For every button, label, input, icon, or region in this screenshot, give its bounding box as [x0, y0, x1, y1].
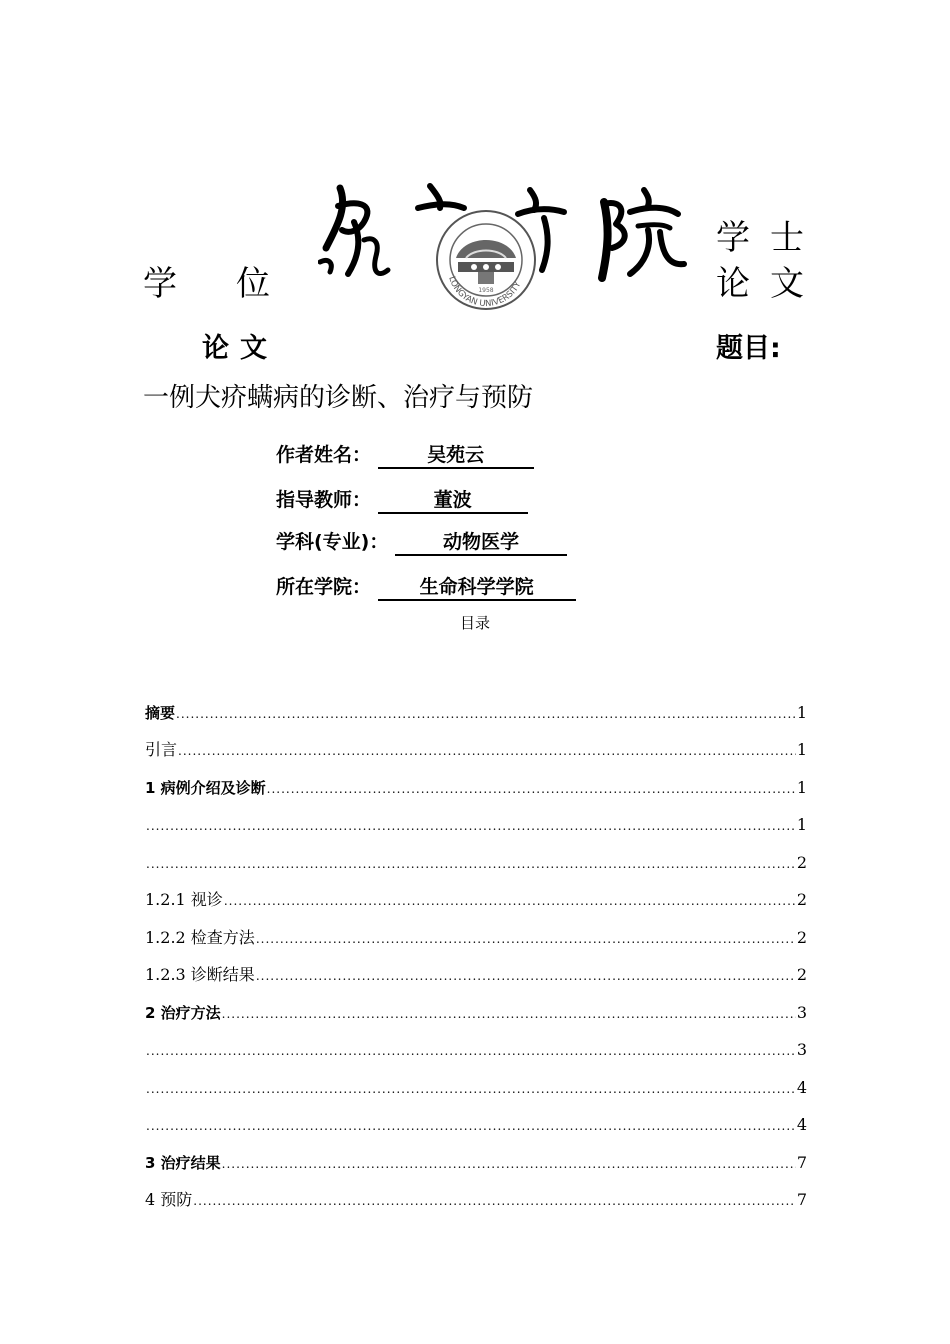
toc-entry-page: 1 — [796, 740, 807, 759]
toc-leader-dots — [224, 894, 796, 908]
table-of-contents — [145, 686, 807, 1211]
major-value: 动物医学 — [395, 530, 567, 556]
degree-label-left-1: 学 — [143, 264, 177, 304]
toc-entry[interactable] — [145, 686, 807, 724]
college-row — [276, 572, 576, 602]
major-label: 学科(专业)： — [276, 531, 389, 553]
degree-label-right-top-1: 学 — [716, 218, 750, 258]
degree-label-left-2: 位 — [236, 264, 270, 304]
toc-entry-page: 1 — [796, 815, 807, 834]
toc-leader-dots — [146, 819, 796, 833]
thesis-label-2: 文 — [240, 333, 267, 364]
toc-leader-dots — [146, 1044, 796, 1058]
toc-leader-dots — [256, 969, 796, 983]
toc-entry[interactable] — [145, 949, 807, 987]
toc-entry-page: 4 — [796, 1077, 807, 1097]
toc-leader-dots — [222, 1157, 796, 1171]
advisor-value: 董波 — [378, 488, 528, 514]
toc-leader-dots — [146, 1082, 796, 1096]
author-row — [276, 440, 534, 470]
major-row — [276, 527, 567, 557]
degree-label-right-bottom-2: 文 — [770, 264, 804, 304]
author-value: 吴苑云 — [378, 443, 534, 469]
toc-entry[interactable] — [145, 1061, 807, 1099]
toc-entry-title: 1.2.3 诊断结果 — [145, 965, 255, 984]
toc-entry[interactable] — [145, 1099, 807, 1137]
toc-entry-page: 3 — [796, 1040, 807, 1059]
toc-entry[interactable] — [145, 911, 807, 949]
college-label: 所在学院： — [276, 576, 372, 598]
degree-label-right-top-2: 士 — [770, 218, 804, 258]
toc-entry-page: 4 — [796, 1115, 807, 1134]
toc-entry-page: 2 — [796, 965, 807, 984]
toc-heading: 目录 — [459, 614, 490, 632]
thesis-label-1: 论 — [202, 333, 229, 364]
toc-entry-title: 1 病例介绍及诊断 — [145, 778, 266, 797]
thesis-title: 一例犬疥螨病的诊断、治疗与预防 — [143, 383, 534, 413]
toc-entry-title: 2 治疗方法 — [145, 1003, 221, 1022]
toc-entry[interactable] — [145, 1174, 807, 1212]
advisor-row — [276, 485, 528, 515]
toc-entry-title: 3 治疗结果 — [145, 1153, 221, 1172]
author-label: 作者姓名： — [276, 444, 372, 466]
toc-entry-title: 引言 — [145, 740, 178, 759]
seal-university-name: LONGYAN UNIVERSITY — [446, 275, 524, 310]
toc-leader-dots — [193, 1194, 796, 1208]
toc-entry-page: 7 — [796, 1152, 807, 1172]
toc-entry[interactable] — [145, 1136, 807, 1174]
toc-leader-dots — [146, 1119, 796, 1133]
toc-entry[interactable] — [145, 724, 807, 762]
toc-entry[interactable] — [145, 761, 807, 799]
advisor-label: 指导教师： — [276, 489, 372, 511]
toc-entry[interactable] — [145, 836, 807, 874]
toc-entry-page: 2 — [796, 852, 807, 872]
toc-entry-title: 1.2.1 视诊 — [145, 890, 223, 909]
toc-entry[interactable] — [145, 874, 807, 912]
toc-entry-title: 1.2.2 检查方法 — [145, 927, 255, 947]
university-seal — [434, 208, 538, 312]
toc-leader-dots — [222, 1007, 796, 1021]
toc-entry-page: 1 — [796, 777, 807, 797]
toc-entry-page: 3 — [796, 1002, 807, 1022]
toc-entry[interactable] — [145, 1024, 807, 1062]
college-value: 生命科学学院 — [378, 575, 576, 601]
thesis-label-right: 题目: — [716, 333, 781, 364]
toc-leader-dots — [176, 707, 796, 721]
toc-leader-dots — [267, 782, 796, 796]
toc-entry[interactable] — [145, 986, 807, 1024]
seal-year: 1958 — [478, 287, 494, 294]
toc-entry-title: 4 预防 — [145, 1190, 193, 1209]
toc-entry-title: 摘要 — [145, 703, 176, 722]
toc-entry-page: 2 — [796, 927, 807, 947]
toc-entry-page: 2 — [796, 890, 807, 909]
toc-entry[interactable] — [145, 799, 807, 837]
toc-leader-dots — [146, 857, 796, 871]
toc-leader-dots — [178, 744, 796, 758]
toc-leader-dots — [256, 932, 796, 946]
toc-entry-page: 7 — [796, 1190, 807, 1209]
toc-entry-page: 1 — [796, 702, 807, 722]
degree-label-right-bottom-1: 论 — [716, 264, 750, 304]
